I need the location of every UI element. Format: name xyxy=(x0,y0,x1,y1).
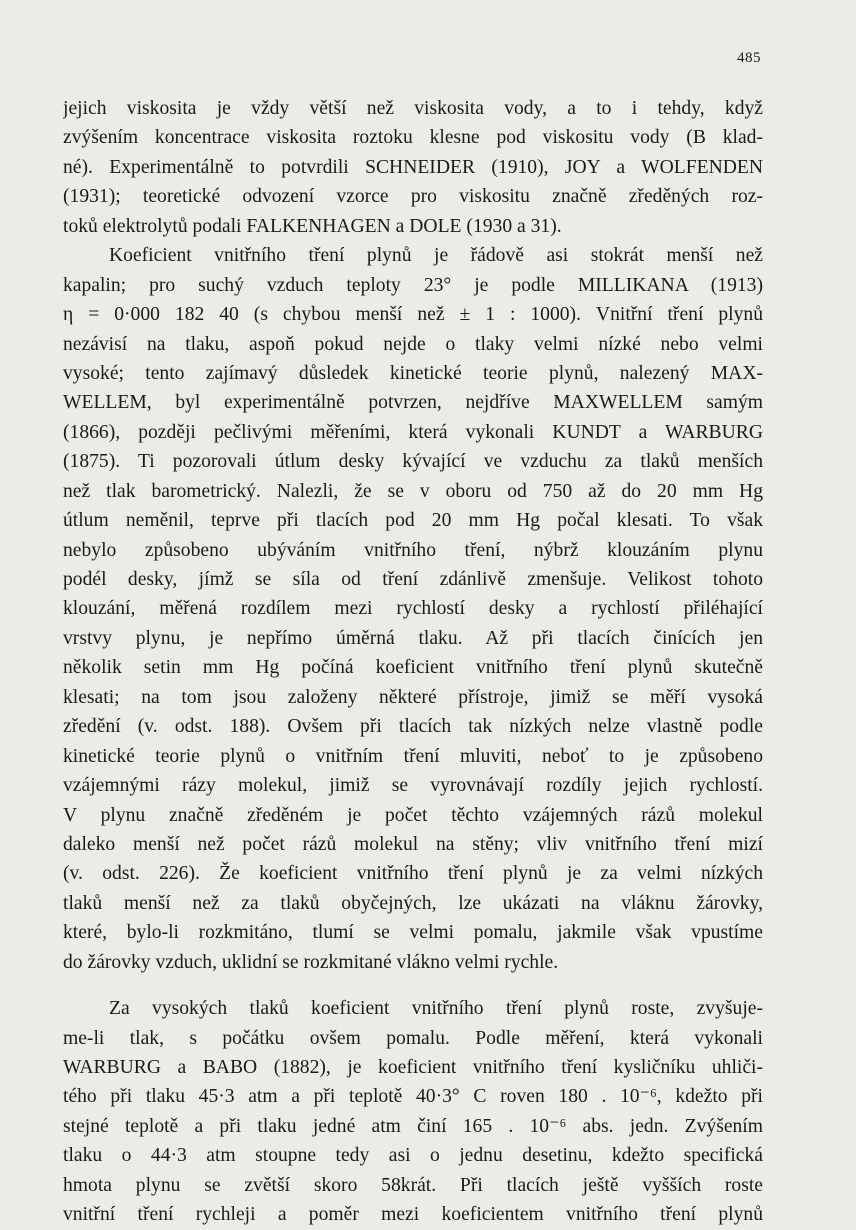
text-line: WARBURG a BABO (1882), je koeficient vnitřního tření kysličníku uhliči- xyxy=(63,1057,763,1078)
text-line: útlum neměnil, teprve při tlacích pod 20 mm Hg počal klesati. To však xyxy=(63,510,763,532)
text-line: V plynu značně zředěném je počet těchto vzájemných rázů molekul xyxy=(63,804,763,826)
text-line: vzájemnými rázy molekul, jimiž se vyrovnávají rozdíly jejich rychlostí. xyxy=(63,775,763,797)
paragraph-2 xyxy=(63,241,763,977)
text-line: jejich viskosita je vždy větší než viskosita vody, a to i tehdy, když xyxy=(63,98,763,119)
text-line: né). Experimentálně to potvrdili SCHNEIDER (1910), JOY a WOLFENDEN xyxy=(63,156,763,178)
text-line: vnitřní tření rychleji a poměr mezi koeficientem vnitřního tření plynů xyxy=(63,1204,763,1226)
paragraph-3 xyxy=(63,994,763,1230)
text-line: klouzání, měřená rozdílem mezi rychlostí desky a rychlostí přiléhající xyxy=(63,598,763,620)
text-line: nezávisí na tlaku, aspoň pokud nejde o tlaky velmi nízké nebo velmi xyxy=(63,333,763,355)
text-line: kinetické teorie plynů o vnitřním tření mluviti, neboť to je způsobeno xyxy=(63,745,763,767)
text-line: (1875). Ti pozorovali útlum desky kývající ve vzduchu za tlaků menších xyxy=(63,451,763,473)
text-line: klesati; na tom jsou založeny některé přístroje, jimiž se měří vysoká xyxy=(63,686,763,708)
text-line: vysoké; tento zajímavý důsledek kinetické teorie plynů, nalezený MAX- xyxy=(63,362,763,384)
text-line: η = 0·000 182 40 (s chybou menší než ± 1 : 1000). Vnitřní tření plynů xyxy=(63,304,763,326)
text-line: daleko menší než počet rázů molekul na stěny; vliv vnitřního tření mizí xyxy=(63,833,763,855)
text-line: do žárovky vzduch, uklidní se rozkmitané vlákno velmi rychle. xyxy=(63,951,559,973)
paragraph-1 xyxy=(63,94,763,241)
text-line: tého při tlaku 45·3 atm a při teplotě 40·3° C roven 180 . 10⁻⁶, kdežto při xyxy=(63,1086,763,1108)
page-number: 485 xyxy=(737,50,761,66)
text-line: (1931); teoretické odvození vzorce pro viskositu značně zředěných roz- xyxy=(63,186,763,208)
text-line: tlaků menší než za tlaků obyčejných, lze ukázati na vláknu žárovky, xyxy=(63,892,763,914)
paragraph-gap xyxy=(63,977,763,994)
text-line: me-li tlak, s počátku ovšem pomalu. Podle měření, která vykonali xyxy=(63,1027,763,1049)
text-line: zvýšením koncentrace viskosita roztoku klesne pod viskositu vody (B klad- xyxy=(63,127,763,149)
text-line: několik setin mm Hg počíná koeficient vnitřního tření plynů skutečně xyxy=(63,657,763,679)
text-line: než tlak barometrický. Nalezli, že se v oboru od 750 až do 20 mm Hg xyxy=(63,480,763,502)
text-line: (1866), později pečlivými měřeními, která vykonali KUNDT a WARBURG xyxy=(63,421,763,443)
text-line: WELLEM, byl experimentálně potvrzen, nejdříve MAXWELLEM samým xyxy=(63,392,763,414)
text-line: kapalin; pro suchý vzduch teploty 23° je podle MILLIKANA (1913) xyxy=(63,274,763,296)
text-line: podél desky, jímž se síla od tření zdánlivě zmenšuje. Velikost tohoto xyxy=(63,569,763,590)
text-line: Koeficient vnitřního tření plynů je řádově asi stokrát menší než xyxy=(109,245,763,267)
text-line: (v. odst. 226). Že koeficient vnitřního tření plynů je za velmi nízkých xyxy=(63,863,763,885)
text-line: toků elektrolytů podali FALKENHAGEN a DOLE (1930 a 31). xyxy=(63,215,562,237)
body-text xyxy=(63,94,763,1230)
text-line: tlaku o 44·3 atm stoupne tedy asi o jednu desetinu, kdežto specifická xyxy=(63,1145,763,1167)
text-line: stejné teplotě a při tlaku jedné atm činí 165 . 10⁻⁶ abs. jedn. Zvýšením xyxy=(63,1115,763,1137)
text-line: které, bylo-li rozkmitáno, tlumí se velmi pomalu, jakmile však vpustíme xyxy=(63,922,763,944)
text-line: hmota plynu se zvětší skoro 58krát. Při tlacích ještě vyšších roste xyxy=(63,1174,763,1196)
text-line: Za vysokých tlaků koeficient vnitřního tření plynů roste, zvyšuje- xyxy=(109,998,763,1020)
text-line: nebylo způsobeno ubýváním vnitřního tření, nýbrž klouzáním plynu xyxy=(63,539,763,561)
text-line: vrstvy plynu, je nepřímo úměrná tlaku. Až při tlacích činících jen xyxy=(63,627,763,649)
text-line: zředění (v. odst. 188). Ovšem při tlacích tak nízkých nelze vlastně podle xyxy=(63,716,763,738)
